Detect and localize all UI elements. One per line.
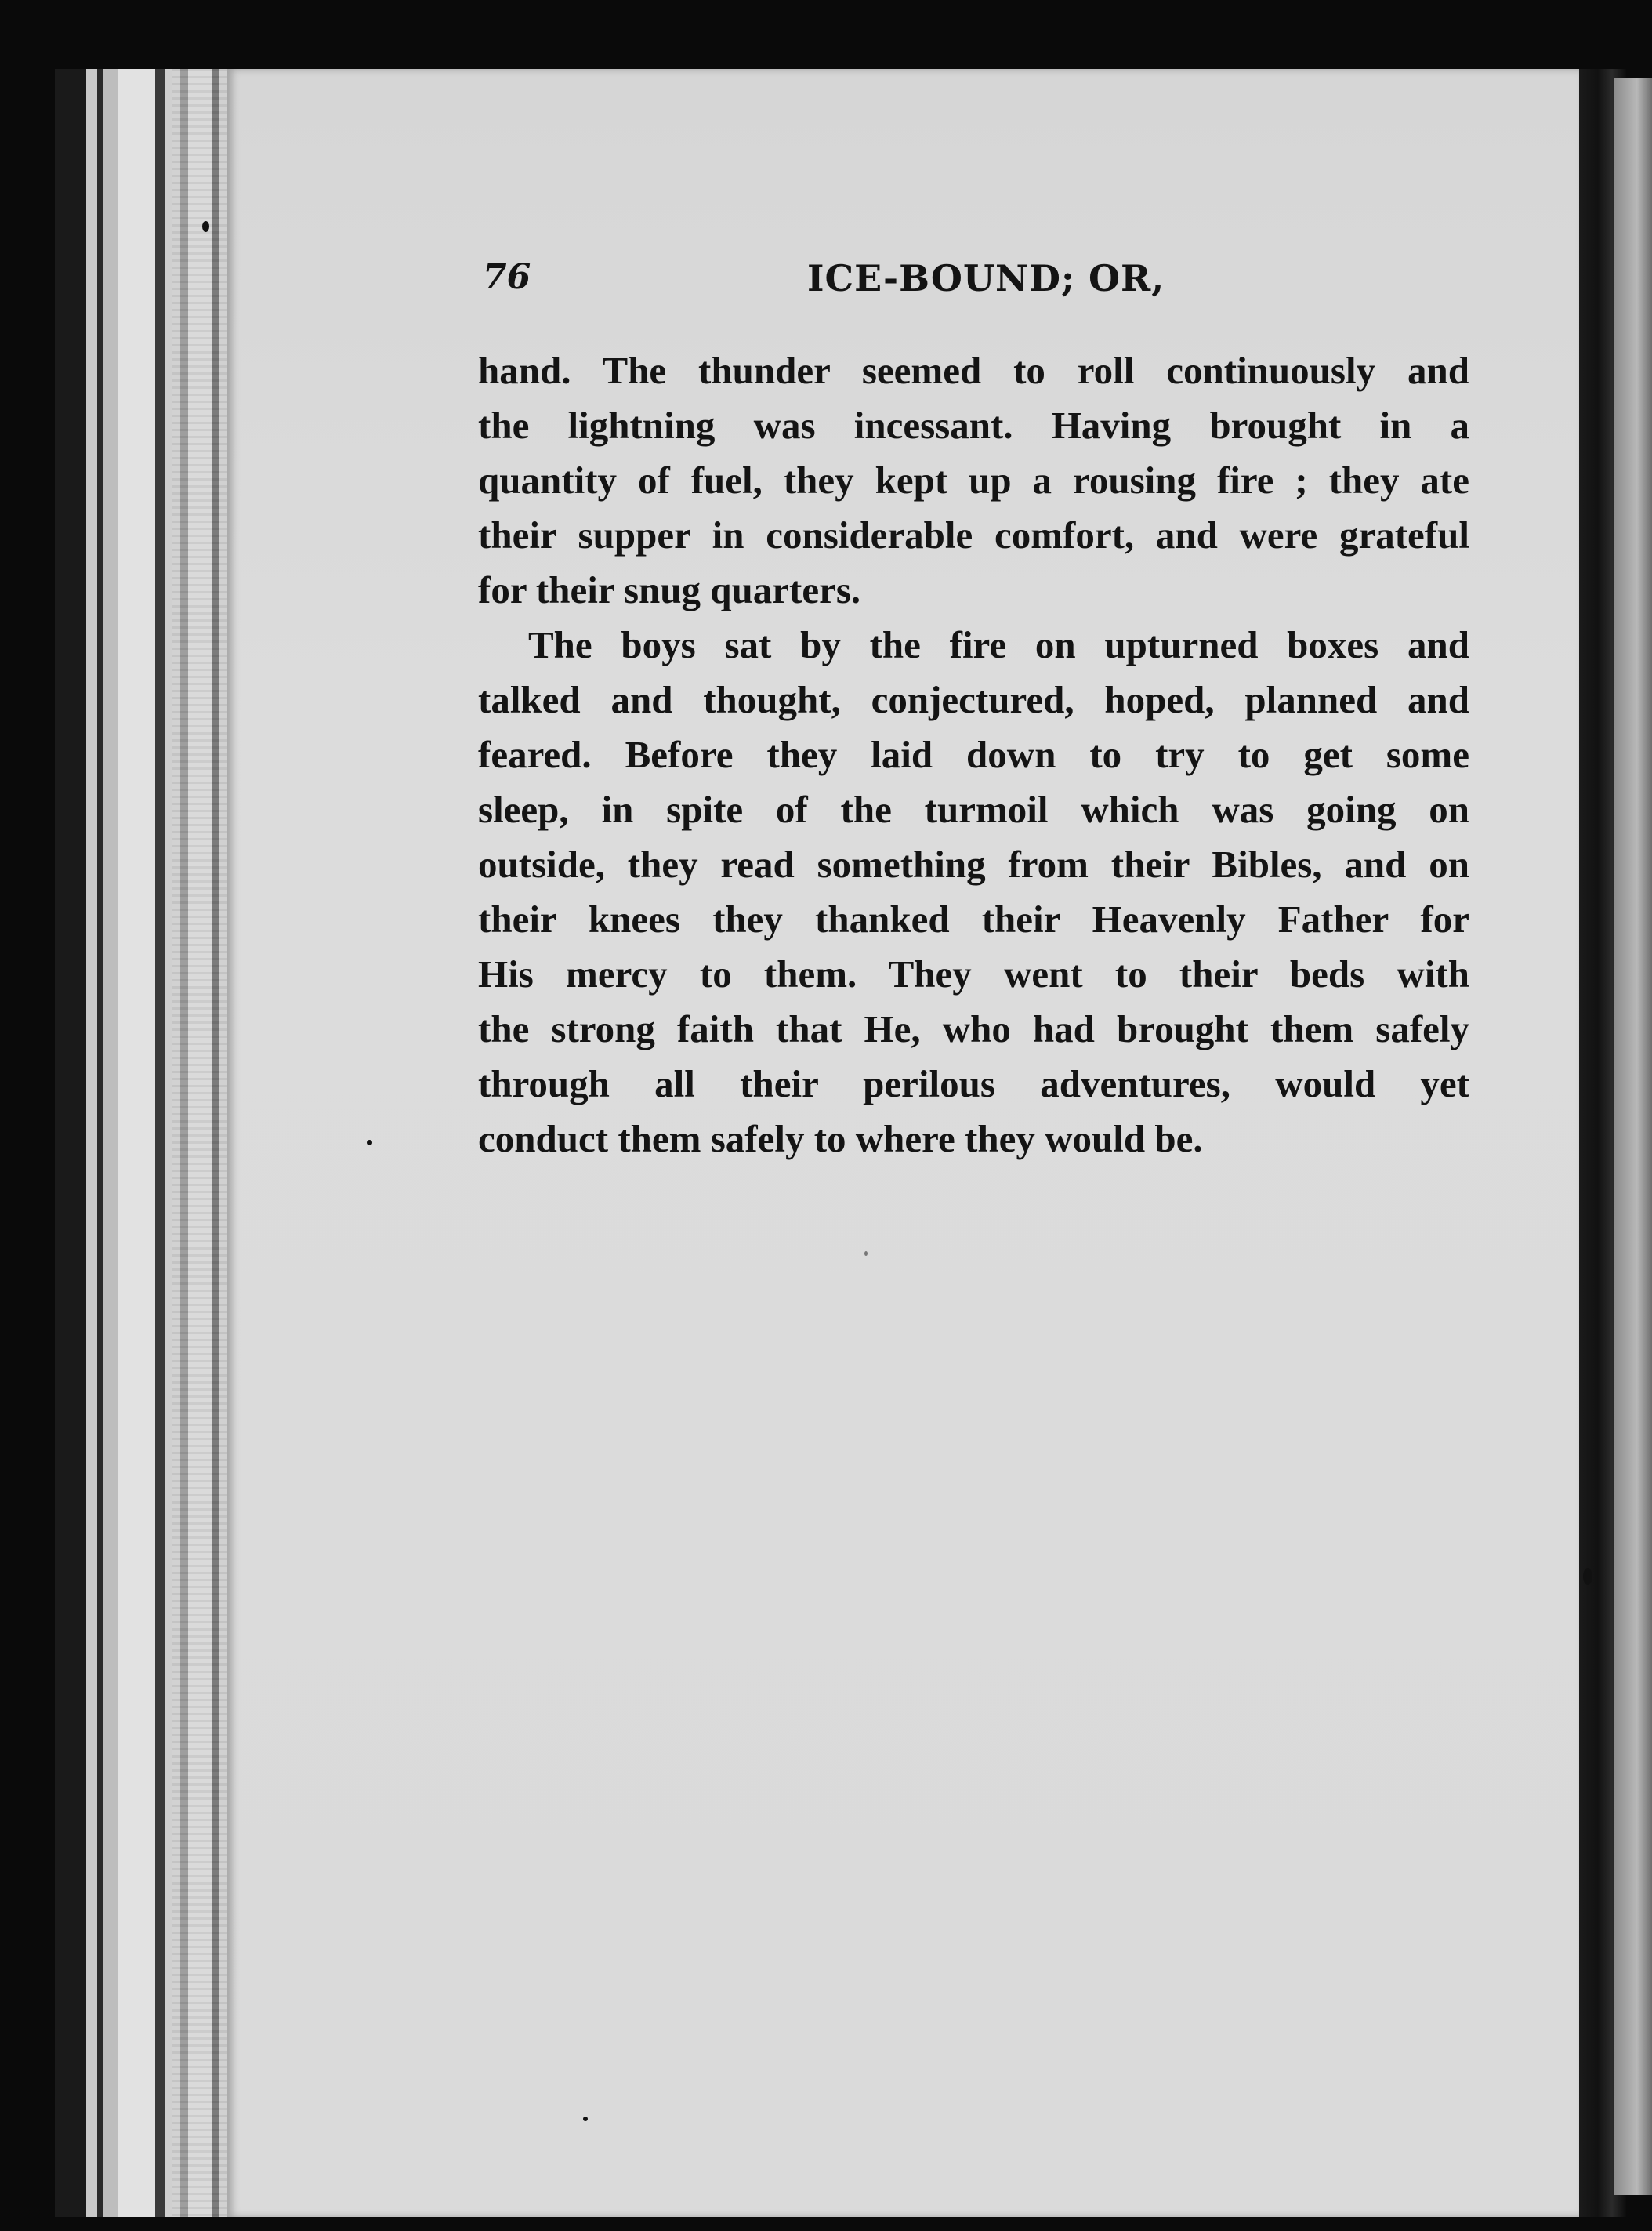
dust-speck bbox=[864, 1251, 868, 1256]
running-head bbox=[478, 251, 1465, 314]
dust-speck bbox=[1583, 1568, 1592, 1585]
dust-speck bbox=[583, 2117, 588, 2121]
text-line: quantity of fuel, they kept up a rousing fire ; they ate bbox=[478, 459, 1469, 502]
text-line: conduct them safely to where they would be. bbox=[478, 1117, 1203, 1160]
text-line: the strong faith that He, who had brought them safely bbox=[478, 1007, 1469, 1050]
paragraph bbox=[478, 343, 1469, 618]
text-line: through all their perilous adventures, would yet bbox=[478, 1062, 1469, 1105]
text-line: The boys sat by the fire on upturned boxes and bbox=[528, 623, 1469, 666]
text-line: their knees they thanked their Heavenly Father for bbox=[478, 898, 1469, 941]
text-line: hand. The thunder seemed to roll continuously and bbox=[478, 349, 1469, 392]
text-line: the lightning was incessant. Having brought in a bbox=[478, 404, 1469, 447]
facing-page-sliver bbox=[1614, 78, 1652, 2195]
body-text bbox=[478, 343, 1469, 1166]
text-line: outside, they read something from their Bibles, and on bbox=[478, 843, 1469, 886]
text-line: talked and thought, conjectured, hoped, planned and bbox=[478, 678, 1469, 721]
text-line: for their snug quarters. bbox=[478, 568, 861, 611]
book-page-edges bbox=[55, 69, 227, 2217]
running-title: ICE-BOUND; OR, bbox=[807, 257, 1165, 299]
dust-speck bbox=[202, 221, 209, 232]
page-number: 76 bbox=[483, 257, 531, 297]
text-line: sleep, in spite of the turmoil which was going on bbox=[478, 788, 1469, 831]
dust-speck bbox=[367, 1140, 372, 1145]
text-line: feared. Before they laid down to try to get some bbox=[478, 733, 1469, 776]
text-line: their supper in considerable comfort, and were grateful bbox=[478, 513, 1469, 557]
paragraph bbox=[478, 618, 1469, 1166]
text-line: His mercy to them. They went to their beds with bbox=[478, 952, 1469, 996]
